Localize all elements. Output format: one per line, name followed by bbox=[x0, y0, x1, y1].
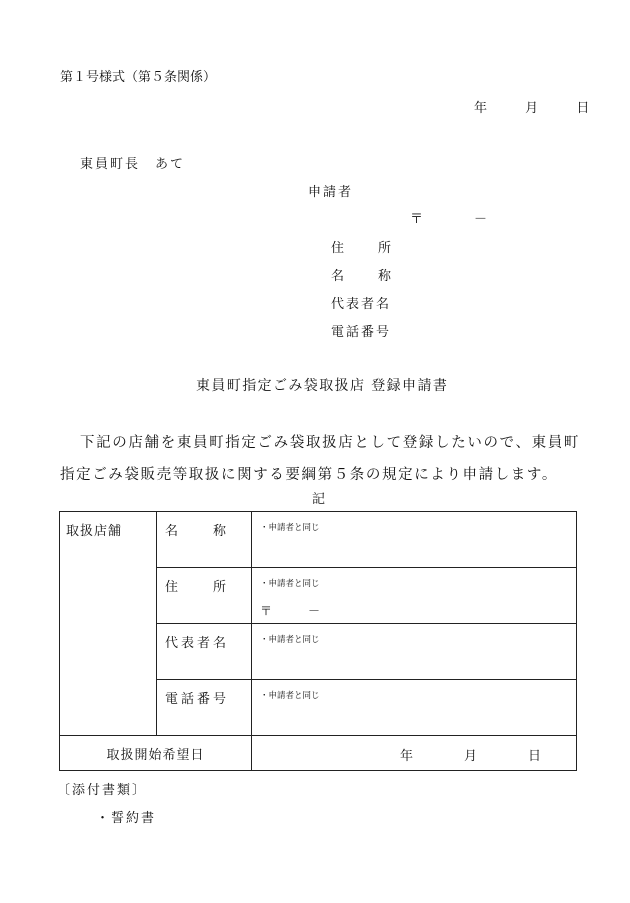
row-label-address: 住 所 bbox=[157, 568, 252, 624]
start-date-day: 日 bbox=[528, 749, 542, 764]
ki-heading: 記 bbox=[312, 492, 326, 507]
registration-table bbox=[59, 511, 577, 771]
row-label-representative: 代 表 者 名 bbox=[157, 624, 252, 680]
section-label: 取扱店舗 bbox=[60, 512, 157, 736]
row-value-phone: ・申請者と同じ bbox=[252, 680, 577, 736]
date-year: 年 bbox=[474, 101, 488, 116]
row-value-representative: ・申請者と同じ bbox=[252, 624, 577, 680]
applicant-phone-label: 電話番号 bbox=[331, 325, 392, 340]
addressee: 東員町長 あて bbox=[80, 157, 186, 172]
start-date-month: 月 bbox=[464, 749, 478, 764]
row-value-name: ・申請者と同じ bbox=[252, 512, 577, 568]
row-label-phone: 電 話 番 号 bbox=[157, 680, 252, 736]
row-postal-dash: － bbox=[308, 604, 321, 618]
date-month: 月 bbox=[525, 101, 539, 116]
body-paragraph: 下記の店舗を東員町指定ごみ袋取扱店として登録したいので、東員町指定ごみ袋販売等取扱に関する要綱第５条の規定により申請します。 bbox=[60, 435, 580, 483]
start-date-label: 取扱開始希望日 bbox=[60, 736, 252, 771]
applicant-address-label: 住 所 bbox=[331, 241, 391, 256]
header-date bbox=[474, 97, 589, 116]
row-value-address: ・申請者と同じ 〒 － bbox=[252, 568, 577, 624]
applicant-heading: 申請者 bbox=[308, 185, 354, 200]
start-date-year: 年 bbox=[400, 749, 414, 764]
attachments-heading: 〔添付書類〕 bbox=[57, 783, 148, 798]
applicant-postal-mark: 〒 bbox=[410, 212, 424, 227]
row-label-name: 名 称 bbox=[157, 512, 252, 568]
form-number: 第１号様式（第５条関係） bbox=[60, 70, 217, 85]
applicant-name-label: 名 称 bbox=[331, 269, 391, 284]
row-postal-mark: 〒 bbox=[260, 604, 273, 618]
date-day: 日 bbox=[576, 101, 590, 116]
document-title: 東員町指定ごみ袋取扱店 登録申請書 bbox=[196, 378, 449, 394]
attachment-item: ・誓約書 bbox=[96, 811, 157, 826]
applicant-postal-dash: － bbox=[474, 212, 488, 227]
start-date-value bbox=[252, 736, 577, 771]
applicant-representative-label: 代表者名 bbox=[331, 297, 392, 312]
